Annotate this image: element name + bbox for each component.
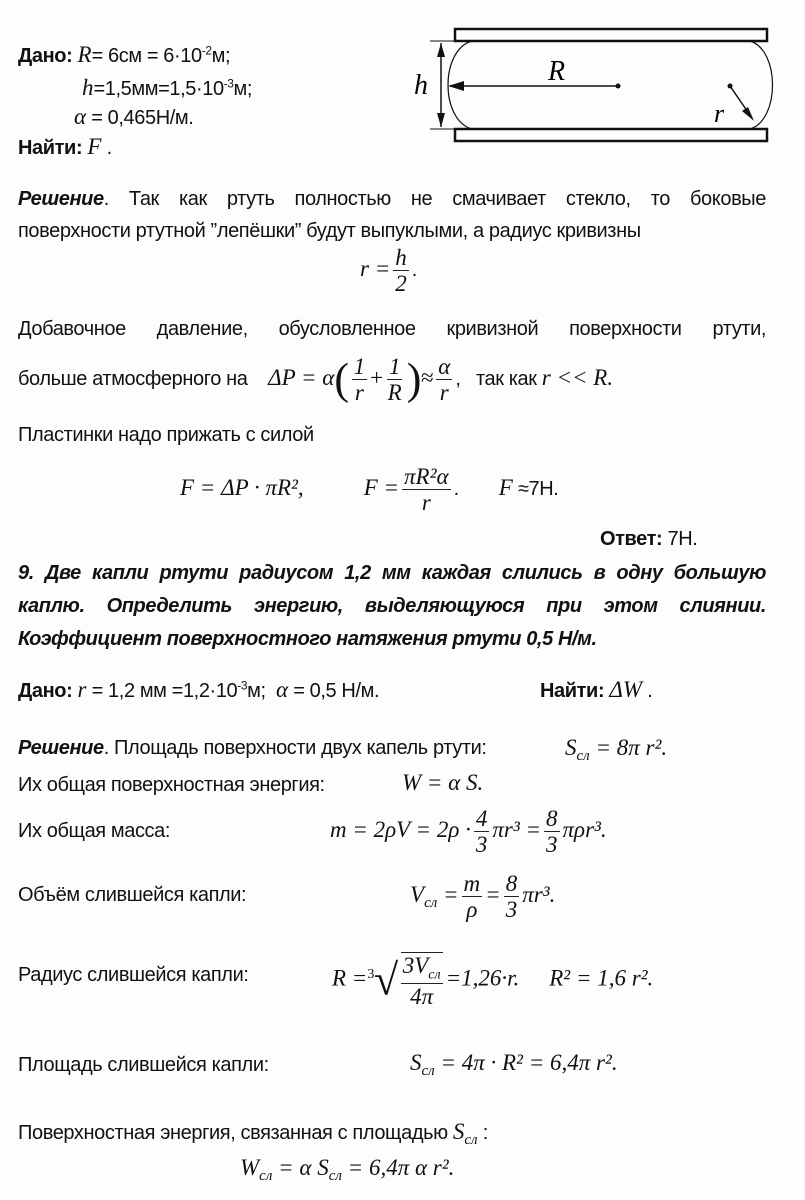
pressure-line: больше атмосферного на ΔP = α( $\frac{1}{r}$ + $\frac{1}{R}$ )≈ $\frac{\alpha}{r}$ , так как r << R. [18, 353, 614, 406]
surface-energy-text: Поверхностная энергия, связанная с площадью $S_{сл}$ : [18, 1119, 488, 1148]
formula-W-final: $W_{сл} = \alpha$ $S_{сл} = 6,4\pi$ α r². [240, 1155, 455, 1184]
plates-diagram [400, 20, 780, 150]
task-9-line-3: Коэффициент поверхностного натяжения ртути 0,5 Н/м. [18, 628, 597, 650]
given-h: $h=1,5мм=1,5\cdot 10^{-3}м$; [82, 75, 253, 100]
task-9-line-1: 9. Две капли ртути радиусом 1,2 мм каждая слились в одну большую [18, 562, 766, 584]
volume-text: Объём слившейся капли: [18, 884, 247, 906]
solution-line-1: Решение. Так как ртуть полностью не смачивает стекло, то боковые [18, 188, 766, 210]
pressure-text: Добавочное давление, обусловленное кривизной поверхности ртути, [18, 318, 766, 340]
given-9: Дано: r = 1,2 мм $=1,2\cdot 10^{-3}м$; α = 0,5 Н/м. [18, 677, 380, 702]
energy-text: Их общая поверхностная энергия: [18, 774, 325, 796]
formula-radius: R =$^3$√ $3V_{сл}$ 4π =1,26·r. R² = 1,6 r². [332, 952, 654, 1009]
label-R: R [548, 56, 566, 87]
area-text: Площадь слившейся капли: [18, 1054, 269, 1076]
answer: Ответ: 7Н. [600, 528, 698, 550]
label-h: h [414, 70, 428, 101]
formula-volume: $V_{сл}$ = $\frac{m}{\rho}$ = $\frac{8}{3}$ πr³. [410, 870, 556, 923]
force-formulas: F = ΔP · πR², F = $\frac{\text{πR²α}}{r}$ . F ≈7Н. [180, 463, 559, 516]
find-F: Найти: F . [18, 134, 112, 159]
formula-S: $S_{сл} = 8\pi$ r². [565, 735, 668, 764]
force-text: Пластинки надо прижать с силой [18, 424, 314, 446]
task-9-line-2: каплю. Определить энергию, выделяющуюся при этом слиянии. [18, 595, 766, 617]
given-R: Дано: $R= 6см = 6\cdot 10^{-2}м$; [18, 42, 231, 67]
formula-area: $S_{сл} = 4\pi \cdot R^2 = 6,4\pi$ r². [410, 1050, 618, 1079]
formula-r: r = $\frac{h}{2}$ . [360, 245, 417, 297]
formula-W: W = α S. [402, 770, 484, 795]
solution-line-2: поверхности ртутной ”лепёшки” будут выпуклыми, а радиус кривизны [18, 220, 641, 242]
given-alpha: α = 0,465Н/м. [74, 104, 194, 129]
label-r: r [714, 99, 725, 128]
radius-text: Радиус слившейся капли: [18, 964, 249, 986]
formula-mass: m = 2ρV = 2ρ · $\frac{4}{3}$ πr³ = $\frac{8}{3}$ πρr³. [330, 805, 607, 858]
solution-9: Решение. Площадь поверхности двух капель ртути: [18, 737, 487, 759]
find-9: Найти: ΔW . [540, 677, 653, 702]
mass-text: Их общая масса: [18, 820, 171, 842]
